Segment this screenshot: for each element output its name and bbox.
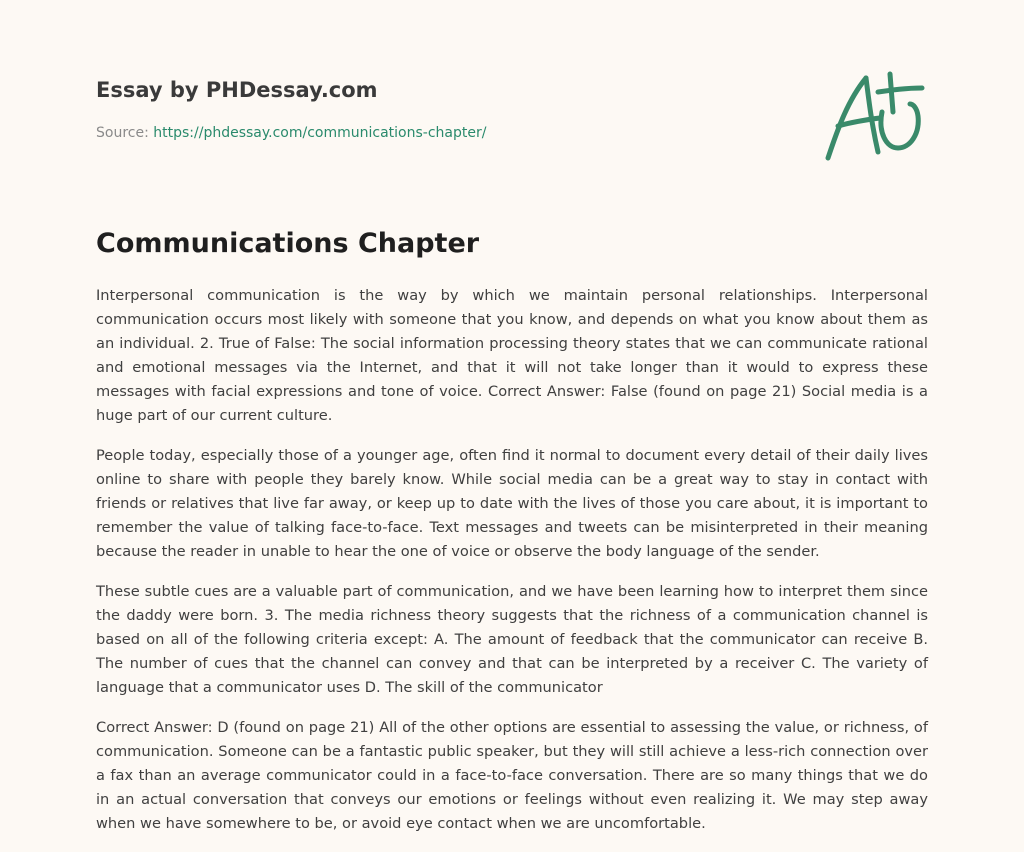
a-plus-logo-icon [822,66,928,164]
source-label: Source: [96,125,149,141]
article-title: Communications Chapter [96,228,480,259]
source-link[interactable]: https://phdessay.com/communications-chapter/ [153,125,487,141]
paragraph-2: People today, especially those of a younger age, often find it normal to document every detail of their daily lives online to share with people they barely know. While social media can be a great way to stay in contact with friends or relatives that live far away, or keep up to date with the lives of those you care about, it is important to remember the value of talking face-to-face. Text messages and tweets can be misinterpreted in their meaning because the reader in unable to hear the one of voice or observe the body language of the sender. [96,447,928,560]
paragraph-1: Interpersonal communication is the way by which we maintain personal relationships. Interpersonal communication occurs most likely with someone that you know, and depends on what you know about them as an individual. 2. True of False: The social information processing theory states that we can communicate rational and emotional messages via the Internet, and that it will not take longer than it would to express these messages with facial expressions and tone of voice. Correct Answer: False (found on page 21) Social media is a huge part of our current culture. [96,287,928,424]
site-brand: Essay by PHDessay.com [96,78,378,102]
source-line [96,124,928,142]
paragraph-4: Correct Answer: D (found on page 21) All of the other options are essential to assessing the value, or richness, of communication. Someone can be a fantastic public speaker, but they will still achieve a less-rich connection over a fax than an average communicator could in a face-to-face conversation. There are so many things that we do in an actual conversation that conveys our emotions or feelings without even realizing it. We may step away when we have somewhere to be, or avoid eye contact when we are uncomfortable. [96,719,928,832]
paragraph-3: These subtle cues are a valuable part of communication, and we have been learning how to interpret them since the daddy were born. 3. The media richness theory suggests that the richness of a communication channel is based on all of the following criteria except: A. The amount of feedback that the communicator can receive B. The number of cues that the channel can convey and that can be interpreted by a receiver C. The variety of language that a communicator uses D. The skill of the communicator [96,583,928,696]
page-header [96,76,928,142]
article-body [96,284,928,852]
